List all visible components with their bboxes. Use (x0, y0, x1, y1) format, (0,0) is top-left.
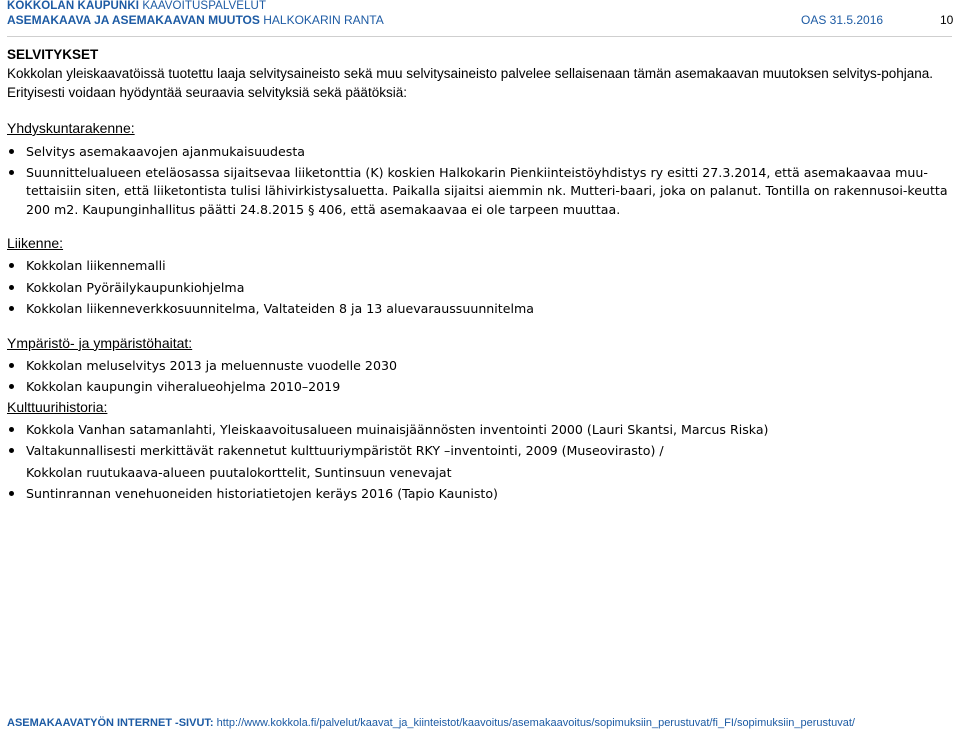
list-item: Kokkolan liikenneverkkosuunnitelma, Valtateiden 8 ja 13 aluevaraussuunnitelma (7, 298, 953, 320)
header-plan-name: HALKOKARIN RANTA (263, 13, 384, 27)
list-liikenne (7, 255, 953, 320)
heading-ymparisto: Ympäristö- ja ympäristöhaitat: (7, 334, 193, 351)
list-item: Suunnittelualueen eteläosassa sijaitsevaa liiketonttia (K) koskien Halkokarin Pienkiinteistöyhdistys ry esitti 27.3.2014, että asemakaavaa muu-tettaisiin siten, että liiketontista tulisi lähivirkistysaluetta. Paikalla sijaitsi aiemmin nk. Mutteri-baari, joka on palanut. Tontilla on rakennusoi-keutta 200 m2. Kaupunginhallitus päätti 24.8.2015 § 406, että asemakaavaa ei ole tarpeen muuttaa. (7, 163, 953, 221)
section-title: SELVITYKSET (7, 47, 99, 62)
list-item: Kokkolan liikennemalli (7, 255, 953, 277)
header-plan-type: ASEMAKAAVA JA ASEMAKAAVAN MUUTOS (7, 13, 260, 27)
page-number: 10 (940, 13, 954, 27)
heading-yhdyskuntarakenne: Yhdyskuntarakenne: (7, 120, 135, 136)
list-item: Valtakunnallisesti merkittävät rakennetut kulttuuriympäristöt RKY –inventointi, 2009 (Museovirasto) / (7, 440, 953, 462)
header-organization (7, 0, 952, 13)
header-plan-line (7, 13, 952, 28)
list-item: Kokkolan Pyöräilykaupunkiohjelma (7, 277, 953, 299)
footer-url-link[interactable]: http://www.kokkola.fi/palvelut/kaavat_ja_kiinteistot/kaavoitus/asemakaavoitus/sopimuksiin_perustuvat/fi_FI/sopimuksiin_perustuvat/ (216, 717, 855, 729)
header-divider (7, 36, 952, 37)
list-item: Kokkola Vanhan satamanlahti, Yleiskaavoitusalueen muinaisjäännösten inventointi 2000 (Lauri Skantsi, Marcus Riska) (7, 419, 953, 441)
heading-kulttuurihistoria: Kulttuurihistoria: (7, 398, 108, 415)
list-item: Kokkolan meluselvitys 2013 ja meluennuste vuodelle 2030 (7, 355, 953, 377)
page-footer (7, 716, 952, 730)
page-header (7, 0, 952, 28)
header-department: KAAVOITUSPALVELUT (142, 0, 267, 12)
header-oas-date: OAS 31.5.2016 (801, 13, 884, 27)
footer-label: ASEMAKAAVATYÖN INTERNET -SIVUT: (7, 717, 214, 729)
document-body (7, 46, 953, 505)
list-kulttuurihistoria (7, 419, 953, 462)
list-item: Suntinrannan venehuoneiden historiatietojen keräys 2016 (Tapio Kaunisto) (7, 483, 953, 505)
list-yhdyskuntarakenne (7, 141, 953, 220)
list-ymparisto (7, 355, 953, 398)
list-kulttuurihistoria-cont (7, 483, 953, 505)
list-item: Selvitys asemakaavojen ajanmukaisuudesta (7, 141, 953, 163)
intro-paragraph: Kokkolan yleiskaavatöissä tuotettu laaja selvitysaineisto sekä muu selvitysaineisto palvelee sellaisenaan tämän asemakaavan muutoksen selvitys-pohjana. Erityisesti voidaan hyödyntää seuraavia selvityksiä sekä päätöksiä: (7, 66, 934, 100)
header-city: KOKKOLAN KAUPUNKI (7, 0, 140, 12)
list-item: Kokkolan kaupungin viheralueohjelma 2010–2019 (7, 376, 953, 398)
list-item-continuation: Kokkolan ruutukaava-alueen puutalokorttelit, Suntinsuun venevajat (26, 464, 452, 480)
heading-liikenne: Liikenne: (7, 235, 64, 251)
